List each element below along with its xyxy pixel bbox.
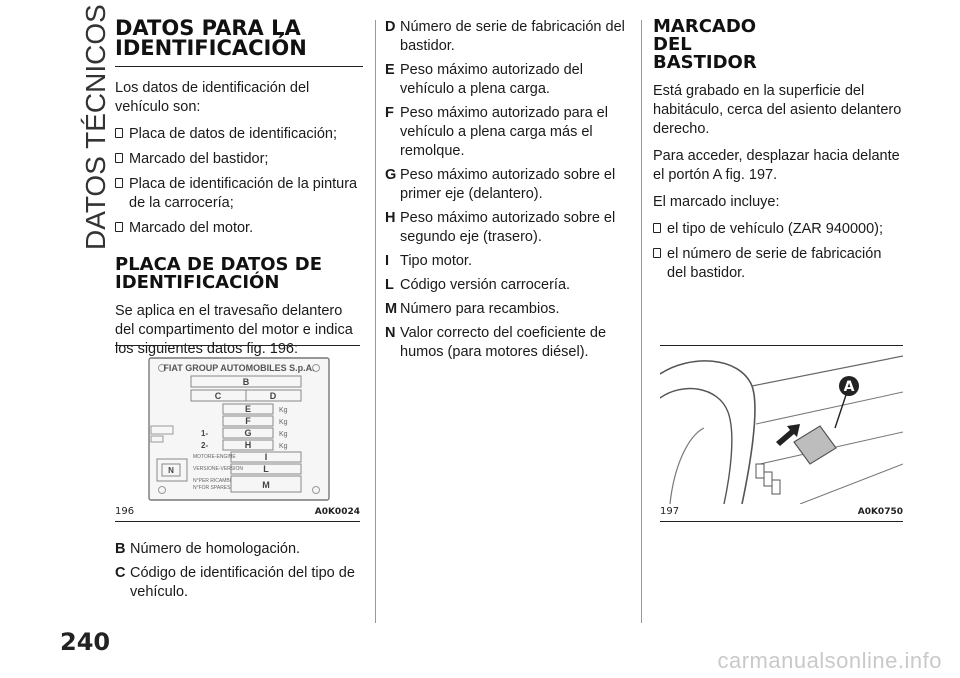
list-item: Placa de datos de identificación;	[115, 125, 363, 144]
svg-text:E: E	[244, 404, 252, 414]
paragraph: Para acceder, desplazar hacia delante el portón A fig. 197.	[653, 148, 900, 183]
plate-header: FIAT GROUP AUTOMOBILES S.p.A.	[163, 363, 315, 373]
svg-text:L: L	[263, 464, 269, 474]
page-number: 240	[60, 628, 111, 656]
figure-number: 197	[660, 506, 680, 517]
chassis-marking-plate	[794, 426, 836, 464]
list-item: Placa de identificación de la pintura de la carrocería;	[115, 175, 363, 213]
definition-item: N Valor correcto del coeficiente de humos (para motores diésel).	[385, 325, 607, 360]
definition-item: B Número de homologación.	[115, 541, 301, 557]
figure-code: A0K0024	[314, 507, 360, 517]
list-item: Marcado del motor.	[115, 219, 363, 238]
definition-item: C Código de identificación del tipo de vehículo.	[115, 565, 355, 600]
svg-text:N: N	[168, 466, 174, 475]
callout-label: A	[843, 379, 855, 395]
paragraph: El marcado incluye:	[653, 194, 780, 210]
identification-plate-diagram	[115, 346, 360, 504]
svg-text:M: M	[262, 480, 270, 490]
svg-text:G: G	[244, 428, 252, 438]
figure-196	[115, 345, 360, 522]
definition-item: E Peso máximo autorizado del vehículo a plena carga.	[385, 62, 583, 97]
svg-text:D: D	[269, 391, 277, 401]
column-2	[385, 18, 633, 367]
definition-item: M Número para recambios.	[385, 301, 560, 317]
column-divider	[641, 20, 642, 623]
definition-item: L Código versión carrocería.	[385, 277, 571, 293]
subsection-text: Se aplica en el travesaño delantero del compartimento del motor e indica los siguientes datos fig. 196:	[115, 303, 353, 357]
checkbox-bullet-icon	[115, 153, 123, 163]
definition-item: I Tipo motor.	[385, 253, 472, 269]
svg-text:N°FOR SPARES: N°FOR SPARES	[193, 485, 231, 491]
svg-text:Kg: Kg	[279, 443, 288, 450]
svg-text:Kg: Kg	[279, 419, 288, 426]
definition-item: H Peso máximo autorizado sobre el segundo eje (trasero).	[385, 210, 616, 245]
svg-text:I: I	[264, 452, 268, 462]
column-3	[653, 18, 903, 289]
checkbox-bullet-icon	[115, 178, 123, 188]
paragraph: Está grabado en la superficie del habitáculo, cerca del asiento delantero derecho.	[653, 83, 902, 137]
svg-text:VERSIONE-VERSION: VERSIONE-VERSION	[193, 466, 244, 472]
svg-text:N°PER RICAMBI: N°PER RICAMBI	[193, 478, 232, 484]
definition-item: D Número de serie de fabricación del bastidor.	[385, 19, 625, 54]
chassis-marking-illustration	[660, 346, 903, 504]
svg-text:B: B	[242, 377, 250, 387]
svg-text:C: C	[214, 391, 222, 401]
column-1-defs	[115, 540, 363, 607]
section-title: MARCADO DEL BASTIDOR	[653, 16, 757, 73]
svg-text:H: H	[244, 440, 252, 450]
definition-item: F Peso máximo autorizado para el vehículo a plena carga más el remolque.	[385, 105, 608, 159]
checkbox-bullet-icon	[653, 248, 661, 258]
figure-number: 196	[115, 506, 135, 517]
section-side-title: DATOS TÉCNICOS	[80, 4, 111, 250]
figure-197	[660, 345, 903, 522]
svg-text:MOTORE-ENGINE: MOTORE-ENGINE	[193, 454, 236, 460]
svg-text:2-: 2-	[201, 441, 209, 450]
intro-text: Los datos de identificación del vehículo son:	[115, 80, 310, 115]
column-divider	[375, 20, 376, 623]
checkbox-bullet-icon	[115, 222, 123, 232]
checkbox-bullet-icon	[115, 128, 123, 138]
checkbox-bullet-icon	[653, 223, 661, 233]
list-item: Marcado del bastidor;	[115, 150, 363, 169]
list-item: el número de serie de fabricación del bastidor.	[653, 245, 903, 283]
section-title: DATOS PARA LA IDENTIFICACIÓN	[115, 18, 363, 67]
column-1	[115, 18, 363, 367]
svg-text:F: F	[245, 416, 251, 426]
svg-text:1-: 1-	[201, 429, 209, 438]
list-item: el tipo de vehículo (ZAR 940000);	[653, 220, 903, 239]
figure-code: A0K0750	[857, 507, 903, 517]
watermark: carmanualsonline.info	[717, 648, 942, 673]
subsection-title: PLACA DE DATOS DE IDENTIFICACIÓN	[115, 254, 323, 293]
svg-text:Kg: Kg	[279, 407, 288, 414]
svg-text:Kg: Kg	[279, 431, 288, 438]
definition-item: G Peso máximo autorizado sobre el primer eje (delantero).	[385, 167, 616, 202]
